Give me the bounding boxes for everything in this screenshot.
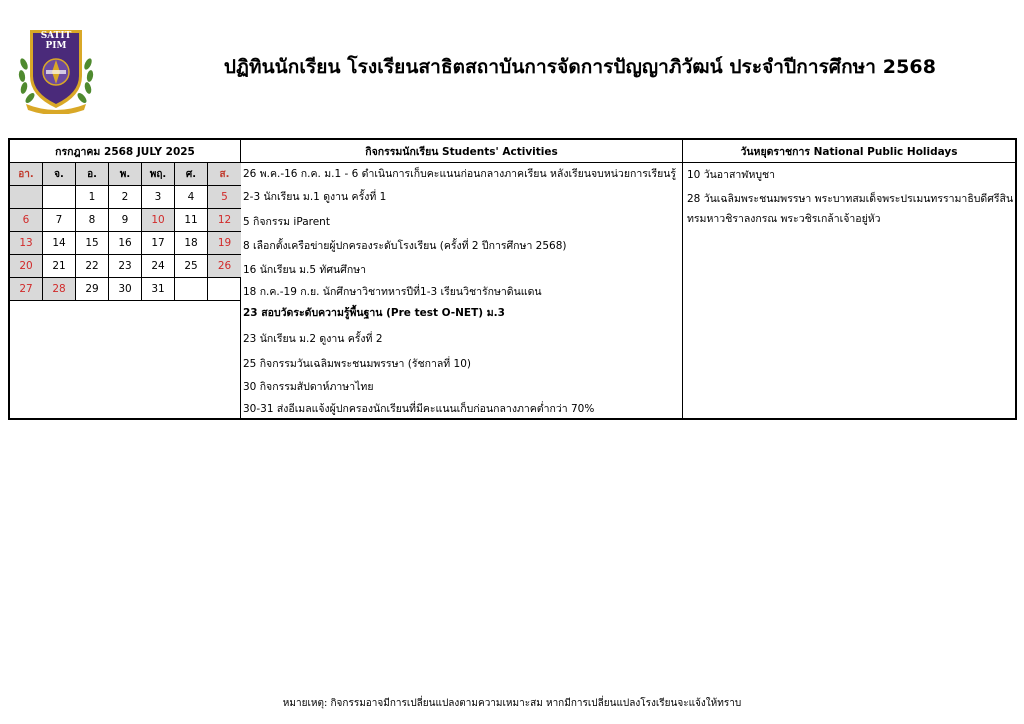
calendar-day-cell: 21 — [43, 255, 76, 278]
calendar-day-cell: 8 — [76, 209, 109, 232]
holiday-item: 28 วันเฉลิมพระชนมพรรษา พระบาทสมเด็จพระปรเมนทรรามาธิบดีศรีสินทรมหาวชิราลงกรณ พระวชิรเกล้าเจ้าอยู่หัว — [687, 193, 1014, 225]
footnote: หมายเหตุ: กิจกรรมอาจมีการเปลี่ยนแปลงตามความเหมาะสม หากมีการเปลี่ยนแปลงโรงเรียนจะแจ้งให้ทราบ — [282, 698, 742, 709]
calendar-day-cell: 17 — [142, 232, 175, 255]
calendar-day-cell: 14 — [43, 232, 76, 255]
activity-item: 23 นักเรียน ม.2 ดูงาน ครั้งที่ 2 — [243, 332, 383, 345]
calendar-grid — [10, 163, 240, 301]
calendar-dow-header: ส. — [208, 163, 241, 186]
calendar-empty-cell — [43, 186, 76, 209]
calendar-day-cell: 25 — [175, 255, 208, 278]
calendar-day-cell: 15 — [76, 232, 109, 255]
calendar-day-cell: 20 — [10, 255, 43, 278]
school-logo — [16, 24, 96, 114]
calendar-dow-header: พ. — [109, 163, 142, 186]
calendar-day-cell: 9 — [109, 209, 142, 232]
activity-item: 26 พ.ค.-16 ก.ค. ม.1 - 6 ดำเนินการเก็บคะแนนก่อนกลางภาคเรียน หลังเรียนจบหน่วยการเรียนรู้ — [243, 168, 677, 180]
calendar-dow-header: จ. — [43, 163, 76, 186]
activity-item: 23 สอบวัดระดับความรู้พื้นฐาน (Pre test O-NET) ม.3 — [243, 307, 505, 319]
holidays-heading: วันหยุดราชการ National Public Holidays — [683, 140, 1015, 163]
calendar-dow-header: อา. — [10, 163, 43, 186]
calendar-day-cell: 29 — [76, 278, 109, 301]
calendar-day-cell: 30 — [109, 278, 142, 301]
calendar-day-cell: 27 — [10, 278, 43, 301]
calendar-column — [10, 140, 241, 418]
calendar-day-cell: 4 — [175, 186, 208, 209]
activities-column — [241, 140, 683, 418]
calendar-day-cell: 16 — [109, 232, 142, 255]
activity-item: 30-31 ส่งอีเมลแจ้งผู้ปกครองนักเรียนที่มีคะแนนเก็บก่อนกลางภาคต่ำกว่า 70% — [243, 403, 595, 415]
calendar-day-cell: 11 — [175, 209, 208, 232]
calendar-day-cell: 28 — [43, 278, 76, 301]
calendar-day-cell: 23 — [109, 255, 142, 278]
calendar-day-cell: 5 — [208, 186, 241, 209]
activity-item: 25 กิจกรรมวันเฉลิมพระชนมพรรษา (รัชกาลที่ 10) — [243, 358, 471, 370]
calendar-day-cell: 22 — [76, 255, 109, 278]
activities-list — [241, 163, 682, 419]
activity-item: 30 กิจกรรมสัปดาห์ภาษาไทย — [243, 381, 374, 393]
calendar-dow-header: ศ. — [175, 163, 208, 186]
calendar-day-cell: 26 — [208, 255, 241, 278]
calendar-day-cell: 19 — [208, 232, 241, 255]
holiday-item: 10 วันอาสาฬหบูชา — [687, 169, 776, 181]
calendar-day-cell: 13 — [10, 232, 43, 255]
schedule-table — [8, 138, 1017, 420]
activity-item: 16 นักเรียน ม.5 ทัศนศึกษา — [243, 264, 367, 276]
calendar-day-cell: 24 — [142, 255, 175, 278]
calendar-dow-header: อ. — [76, 163, 109, 186]
activity-item: 18 ก.ค.-19 ก.ย. นักศึกษาวิชาทหารปีที่1-3 เรียนวิชารักษาดินแดน — [243, 285, 542, 298]
calendar-day-cell: 12 — [208, 209, 241, 232]
calendar-day-cell: 6 — [10, 209, 43, 232]
holidays-list — [683, 163, 1015, 229]
calendar-day-cell: 7 — [43, 209, 76, 232]
activities-heading: กิจกรรมนักเรียน Students' Activities — [241, 140, 682, 163]
calendar-empty-cell — [10, 186, 43, 209]
calendar-heading: กรกฎาคม 2568 JULY 2025 — [10, 140, 240, 163]
calendar-day-cell: 3 — [142, 186, 175, 209]
calendar-day-cell: 1 — [76, 186, 109, 209]
activity-item: 5 กิจกรรม iParent — [243, 215, 330, 228]
calendar-day-cell: 18 — [175, 232, 208, 255]
activity-item: 2-3 นักเรียน ม.1 ดูงาน ครั้งที่ 1 — [243, 191, 387, 203]
holidays-column — [683, 140, 1015, 418]
calendar-day-cell: 31 — [142, 278, 175, 301]
calendar-empty-cell — [208, 278, 241, 301]
calendar-day-cell: 2 — [109, 186, 142, 209]
calendar-day-cell: 10 — [142, 209, 175, 232]
calendar-empty-cell — [175, 278, 208, 301]
activity-item: 8 เลือกตั้งเครือข่ายผู้ปกครองระดับโรงเรียน (ครั้งที่ 2 ปีการศึกษา 2568) — [243, 240, 567, 252]
page-title: ปฏิทินนักเรียน โรงเรียนสาธิตสถาบันการจัดการปัญญาภิวัฒน์ ประจำปีการศึกษา 2568 — [223, 56, 937, 78]
logo-text: SATIT PIM — [40, 31, 72, 51]
calendar-dow-header: พฤ. — [142, 163, 175, 186]
